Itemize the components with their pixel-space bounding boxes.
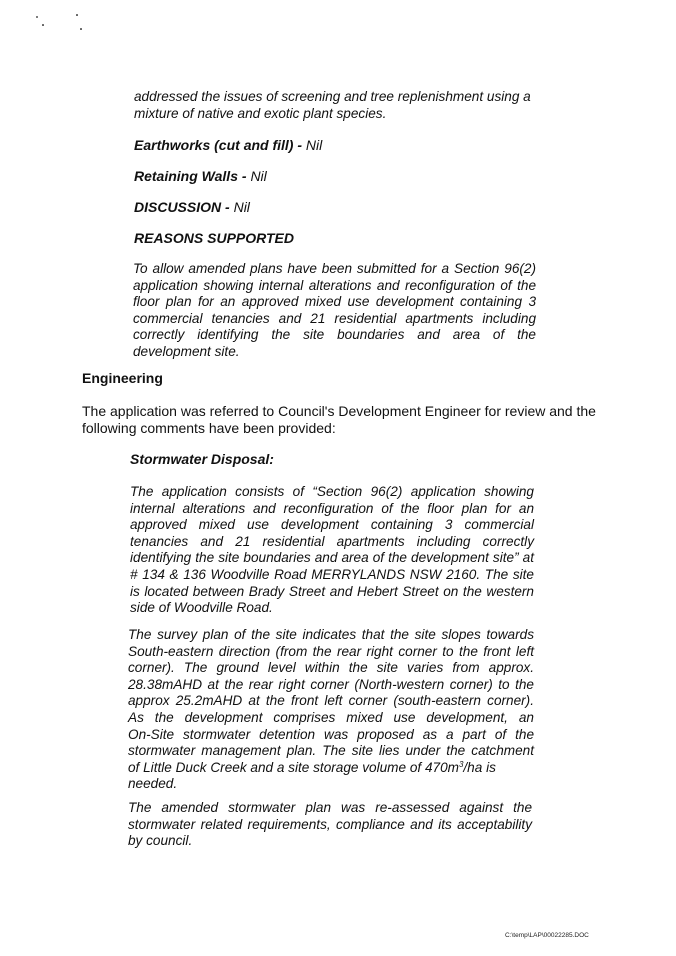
retaining-walls-value: Nil <box>250 168 267 184</box>
text-line: side of Woodville Road. <box>130 600 273 616</box>
text-line: addressed the issues of screening and tree replenishment using a <box>134 89 531 104</box>
text-line: As the development comprises mixed use development, an <box>128 709 534 725</box>
scan-speck <box>80 28 82 30</box>
discussion-label: DISCUSSION - <box>134 199 230 215</box>
text-line: development site. <box>133 343 240 359</box>
text-line: floor plan for an approved mixed use development containing 3 <box>133 294 536 310</box>
text-line: The amended stormwater plan was re-assessed against the <box>128 800 532 815</box>
text-line: The application consists of “Section 96(2) application showing <box>130 484 534 499</box>
text-line: # 134 & 136 Woodville Road MERRYLANDS NSW 2160. The site <box>130 566 534 582</box>
scan-artifact-specks <box>36 12 86 36</box>
text-line: The application was referred to Council's Development Engineer for review and the <box>82 403 596 419</box>
discussion-value: Nil <box>233 199 250 215</box>
engineering-intro <box>82 403 602 436</box>
discussion-heading <box>134 199 250 216</box>
scan-speck <box>76 14 78 16</box>
text-line: corner). The ground level within the site varies from approx. <box>128 660 534 676</box>
stormwater-disposal-heading <box>130 451 274 468</box>
reasons-supported-label: REASONS SUPPORTED <box>134 230 294 246</box>
text-line: needed. <box>128 776 178 792</box>
text-line: application showing internal alterations and reconfiguration of the <box>133 277 536 293</box>
text-line: mixture of native and exotic plant species. <box>134 105 387 121</box>
text-fragment: of Little Duck Creek and a site storage volume of 470m <box>128 759 459 775</box>
text-line: To allow amended plans have been submitted for a Section 96(2) <box>133 261 536 276</box>
footer-file-path: C:\temp\LAP\00022285.DOC <box>505 932 589 939</box>
reasons-paragraph <box>133 261 536 361</box>
text-line: stormwater related requirements, compliance and its acceptability <box>128 816 532 832</box>
engineering-section-title: Engineering <box>82 370 163 386</box>
superscript-3: 3 <box>458 759 464 769</box>
stormwater-paragraph-3 <box>128 800 532 850</box>
text-line: by council. <box>128 833 193 849</box>
text-line: correctly identifying the site boundaries and area of the <box>133 327 536 343</box>
text-line: South-eastern direction (from the rear right corner to the front left <box>128 643 534 659</box>
text-line: 28.38mAHD at the rear right corner (North-western corner) to the <box>128 676 534 692</box>
scan-speck <box>42 24 44 26</box>
text-line: is located between Brady Street and Hebert Street on the western <box>130 583 534 599</box>
stormwater-paragraph-1 <box>130 484 534 617</box>
earthworks-value: Nil <box>305 137 323 153</box>
text-line: commercial tenancies and 21 residential apartments including <box>133 310 536 326</box>
text-line: following comments have been provided: <box>82 419 336 436</box>
text-line: approx 25.2mAHD at the front left corner (south-eastern corner). <box>128 693 534 709</box>
screening-paragraph <box>134 89 544 122</box>
text-line: identifying the site boundaries and area of the development site” at <box>130 550 534 566</box>
text-line: stormwater management plan. The site lies under the catchment <box>128 743 534 759</box>
text-line: approved mixed use development containing 3 commercial <box>130 517 534 533</box>
text-line-with-superscript <box>128 760 534 777</box>
stormwater-paragraph-2 <box>128 627 534 793</box>
text-fragment: /ha is <box>463 759 496 775</box>
stormwater-disposal-label: Stormwater Disposal: <box>130 451 274 467</box>
text-line: internal alterations and reconfiguration of the floor plan for an <box>130 500 534 516</box>
text-line: The survey plan of the site indicates that the site slopes towards <box>128 627 534 642</box>
retaining-walls-heading <box>134 168 267 185</box>
reasons-supported-heading <box>134 230 294 247</box>
earthworks-heading <box>134 137 322 154</box>
text-line: tenancies and 21 residential apartments including correctly <box>130 533 534 549</box>
text-line: On-Site stormwater detention was proposed as a part of the <box>128 726 534 742</box>
earthworks-label: Earthworks (cut and fill) - <box>134 137 303 153</box>
retaining-walls-label: Retaining Walls - <box>134 168 247 184</box>
scan-speck <box>36 16 38 18</box>
